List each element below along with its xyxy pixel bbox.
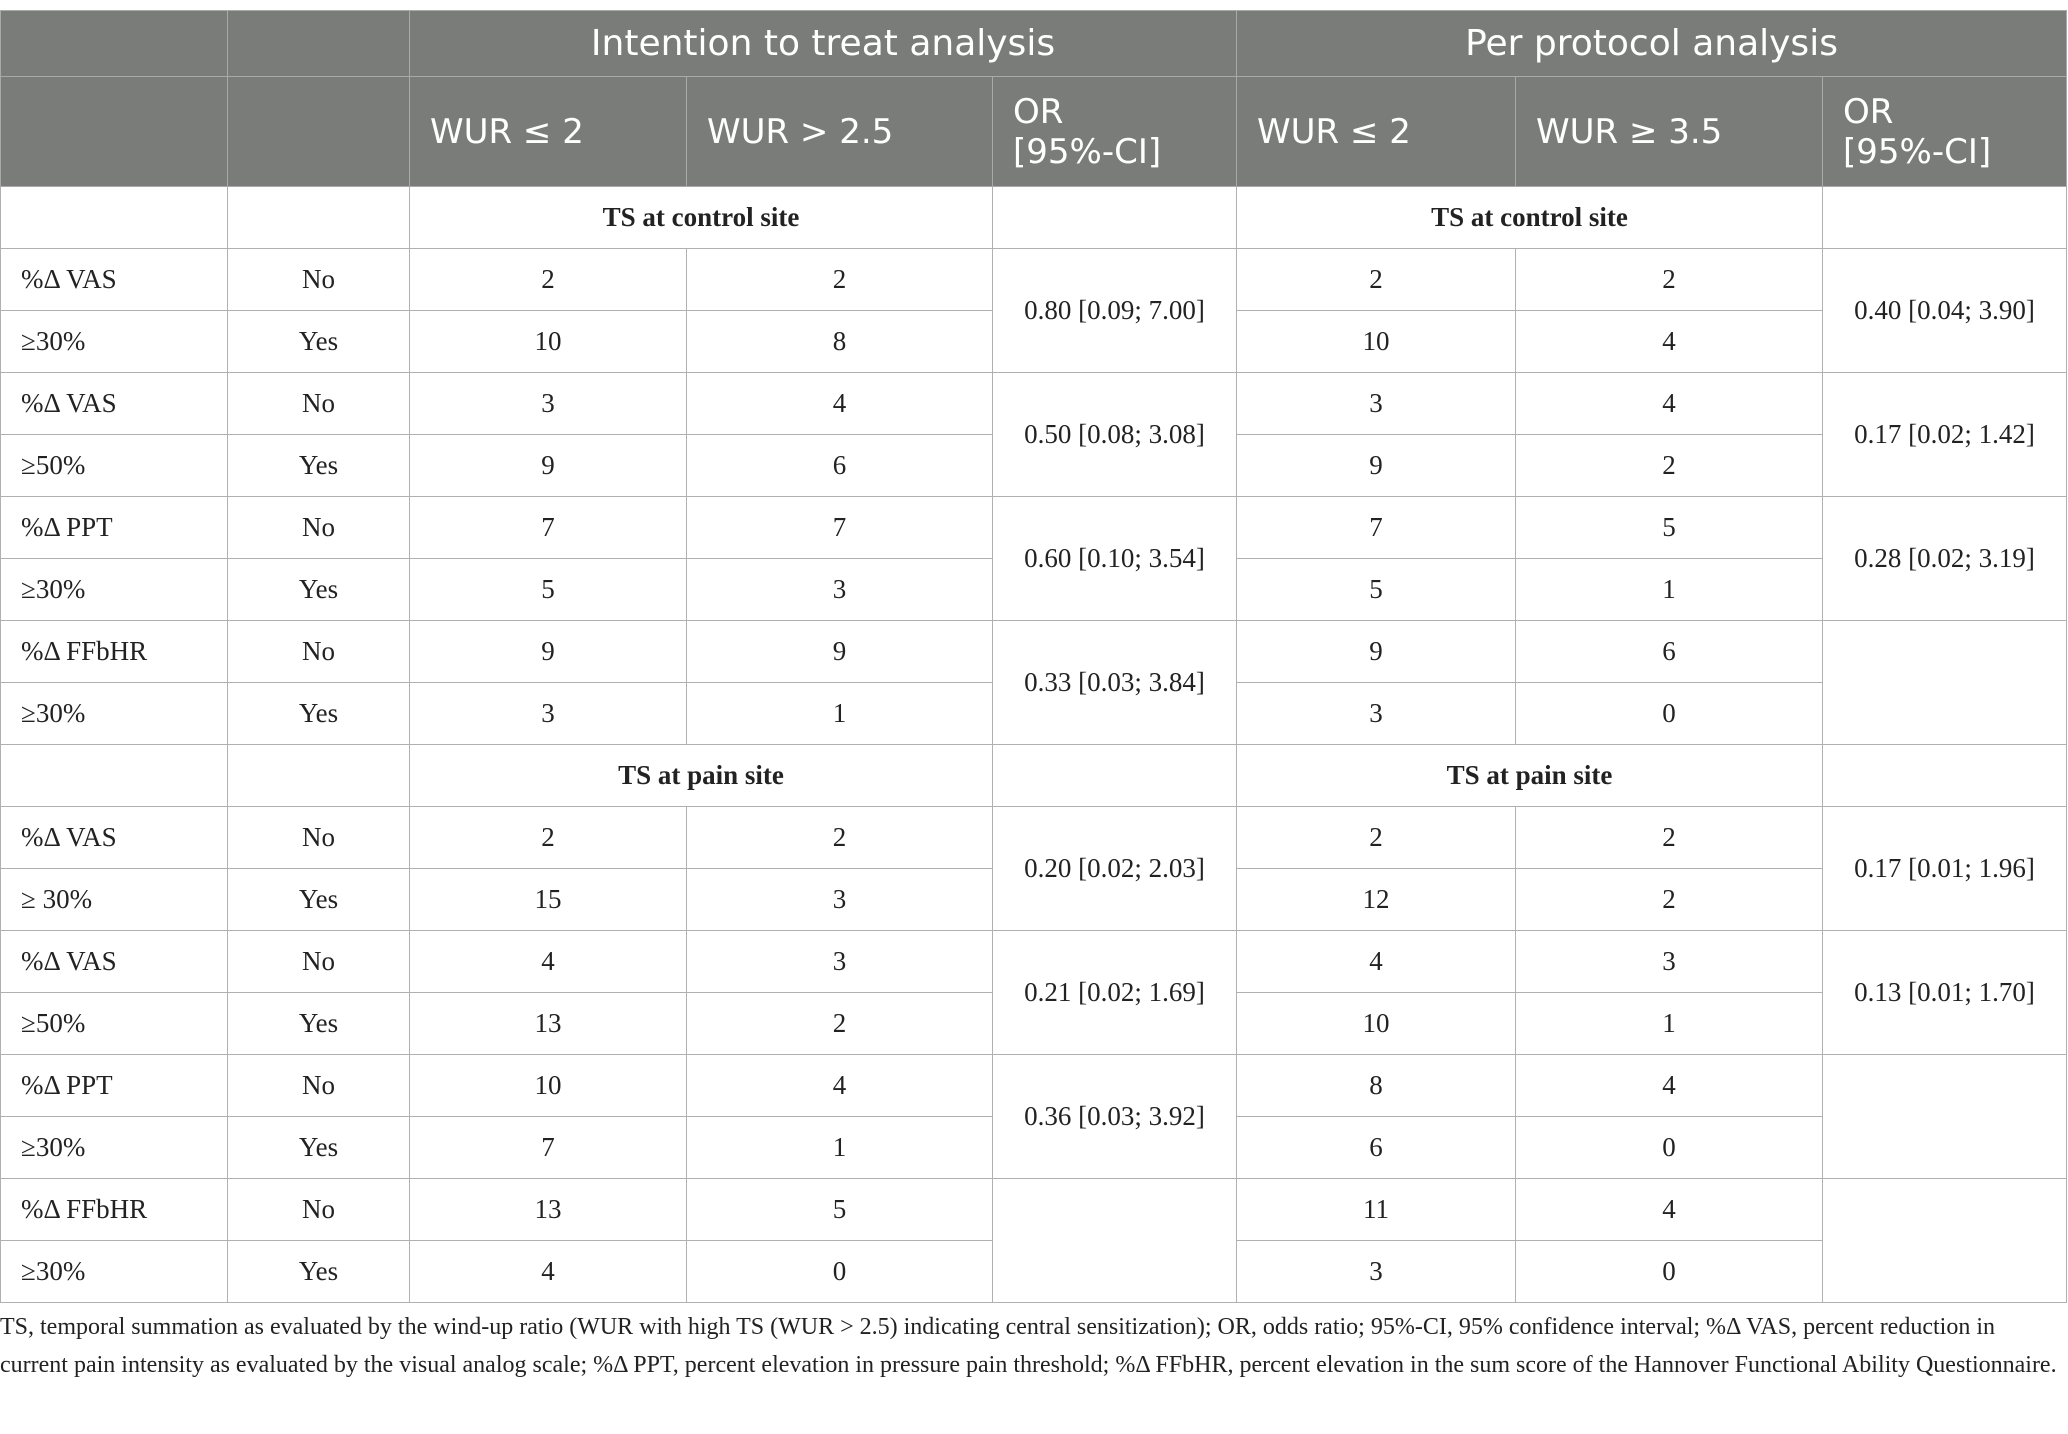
subheader-blank-2 (228, 77, 410, 187)
pp-odds-ratio (1823, 1179, 2067, 1303)
pp-wur-low-count: 5 (1237, 559, 1516, 621)
itt-odds-ratio: 0.21 [0.02; 1.69] (993, 931, 1237, 1055)
pp-wur-low-count: 10 (1237, 311, 1516, 373)
response-cell: Yes (228, 559, 410, 621)
itt-odds-ratio: 0.20 [0.02; 2.03] (993, 807, 1237, 931)
subheader-pp-or: OR [95%-CI] (1823, 77, 2067, 187)
response-cell: No (228, 373, 410, 435)
itt-wur-high-count: 8 (687, 311, 993, 373)
pp-odds-ratio: 0.17 [0.02; 1.42] (1823, 373, 2067, 497)
measure-cell: ≥30% (1, 1117, 228, 1179)
itt-wur-low-count: 7 (410, 1117, 687, 1179)
itt-wur-high-count: 2 (687, 993, 993, 1055)
table-row (1, 1179, 2067, 1241)
section-label-itt: TS at pain site (410, 745, 993, 807)
itt-wur-high-count: 4 (687, 373, 993, 435)
section-blank-cell (1, 187, 228, 249)
pp-odds-ratio: 0.40 [0.04; 3.90] (1823, 249, 2067, 373)
subheader-blank-1 (1, 77, 228, 187)
measure-cell: %Δ VAS (1, 249, 228, 311)
measure-cell: %Δ VAS (1, 373, 228, 435)
subheader-pp-wur-low: WUR ≤ 2 (1237, 77, 1516, 187)
itt-wur-low-count: 2 (410, 807, 687, 869)
header-blank-1 (1, 11, 228, 77)
measure-cell: ≥30% (1, 683, 228, 745)
section-blank-cell (993, 187, 1237, 249)
itt-odds-ratio: 0.60 [0.10; 3.54] (993, 497, 1237, 621)
pp-wur-low-count: 3 (1237, 1241, 1516, 1303)
subheader-itt-wur-high: WUR > 2.5 (687, 77, 993, 187)
pp-wur-low-count: 2 (1237, 807, 1516, 869)
response-cell: No (228, 1179, 410, 1241)
measure-cell: ≥50% (1, 435, 228, 497)
response-cell: No (228, 807, 410, 869)
itt-wur-high-count: 3 (687, 931, 993, 993)
itt-odds-ratio: 0.36 [0.03; 3.92] (993, 1055, 1237, 1179)
itt-wur-low-count: 9 (410, 621, 687, 683)
pp-wur-low-count: 4 (1237, 931, 1516, 993)
pp-wur-high-count: 2 (1516, 435, 1823, 497)
itt-wur-low-count: 4 (410, 931, 687, 993)
header-itt: Intention to treat analysis (410, 11, 1237, 77)
itt-odds-ratio: 0.33 [0.03; 3.84] (993, 621, 1237, 745)
itt-wur-high-count: 9 (687, 621, 993, 683)
pp-wur-high-count: 0 (1516, 1241, 1823, 1303)
itt-wur-high-count: 2 (687, 249, 993, 311)
itt-wur-high-count: 7 (687, 497, 993, 559)
pp-wur-low-count: 7 (1237, 497, 1516, 559)
itt-wur-low-count: 10 (410, 311, 687, 373)
table-row (1, 931, 2067, 993)
pp-wur-low-count: 10 (1237, 993, 1516, 1055)
itt-wur-high-count: 3 (687, 869, 993, 931)
itt-wur-high-count: 0 (687, 1241, 993, 1303)
itt-odds-ratio: 0.80 [0.09; 7.00] (993, 249, 1237, 373)
table-body (1, 187, 2067, 1303)
itt-wur-low-count: 13 (410, 1179, 687, 1241)
measure-cell: %Δ FFbHR (1, 621, 228, 683)
itt-wur-low-count: 7 (410, 497, 687, 559)
response-cell: Yes (228, 311, 410, 373)
pp-wur-low-count: 8 (1237, 1055, 1516, 1117)
itt-wur-high-count: 5 (687, 1179, 993, 1241)
pp-wur-high-count: 0 (1516, 1117, 1823, 1179)
pp-wur-high-count: 2 (1516, 869, 1823, 931)
pp-wur-high-count: 6 (1516, 621, 1823, 683)
pp-odds-ratio: 0.17 [0.01; 1.96] (1823, 807, 2067, 931)
table-row (1, 621, 2067, 683)
itt-odds-ratio: 0.50 [0.08; 3.08] (993, 373, 1237, 497)
itt-wur-low-count: 13 (410, 993, 687, 1055)
section-blank-cell (1823, 187, 2067, 249)
section-blank-cell (228, 745, 410, 807)
response-cell: No (228, 931, 410, 993)
pp-wur-low-count: 3 (1237, 683, 1516, 745)
itt-wur-high-count: 1 (687, 1117, 993, 1179)
itt-wur-high-count: 4 (687, 1055, 993, 1117)
pp-wur-low-count: 6 (1237, 1117, 1516, 1179)
section-header-row (1, 745, 2067, 807)
measure-cell: ≥30% (1, 1241, 228, 1303)
itt-wur-low-count: 2 (410, 249, 687, 311)
itt-wur-high-count: 3 (687, 559, 993, 621)
measure-cell: %Δ PPT (1, 1055, 228, 1117)
pp-wur-high-count: 3 (1516, 931, 1823, 993)
itt-wur-high-count: 6 (687, 435, 993, 497)
table-row (1, 497, 2067, 559)
measure-cell: %Δ PPT (1, 497, 228, 559)
subheader-itt-or: OR [95%-CI] (993, 77, 1237, 187)
response-cell: Yes (228, 993, 410, 1055)
pp-odds-ratio: 0.13 [0.01; 1.70] (1823, 931, 2067, 1055)
itt-wur-low-count: 3 (410, 373, 687, 435)
pp-odds-ratio (1823, 1055, 2067, 1179)
pp-wur-high-count: 5 (1516, 497, 1823, 559)
header-pp: Per protocol analysis (1237, 11, 2067, 77)
response-cell: Yes (228, 1241, 410, 1303)
table-row (1, 807, 2067, 869)
response-cell: Yes (228, 683, 410, 745)
pp-wur-high-count: 4 (1516, 1055, 1823, 1117)
measure-cell: %Δ FFbHR (1, 1179, 228, 1241)
section-label-pp: TS at pain site (1237, 745, 1823, 807)
itt-wur-low-count: 3 (410, 683, 687, 745)
pp-wur-low-count: 11 (1237, 1179, 1516, 1241)
pp-wur-low-count: 2 (1237, 249, 1516, 311)
table-container (0, 10, 2068, 1303)
pp-wur-low-count: 3 (1237, 373, 1516, 435)
itt-wur-low-count: 5 (410, 559, 687, 621)
section-header-row (1, 187, 2067, 249)
itt-odds-ratio (993, 1179, 1237, 1303)
section-blank-cell (1, 745, 228, 807)
table-row (1, 249, 2067, 311)
measure-cell: %Δ VAS (1, 807, 228, 869)
pp-wur-low-count: 9 (1237, 435, 1516, 497)
response-cell: Yes (228, 1117, 410, 1179)
pp-wur-low-count: 9 (1237, 621, 1516, 683)
pp-wur-high-count: 4 (1516, 1179, 1823, 1241)
header-blank-2 (228, 11, 410, 77)
measure-cell: %Δ VAS (1, 931, 228, 993)
section-label-pp: TS at control site (1237, 187, 1823, 249)
measure-cell: ≥50% (1, 993, 228, 1055)
itt-wur-low-count: 10 (410, 1055, 687, 1117)
subheader-pp-wur-high: WUR ≥ 3.5 (1516, 77, 1823, 187)
pp-wur-high-count: 4 (1516, 311, 1823, 373)
pp-wur-high-count: 2 (1516, 807, 1823, 869)
measure-cell: ≥ 30% (1, 869, 228, 931)
section-blank-cell (1823, 745, 2067, 807)
pp-odds-ratio (1823, 621, 2067, 745)
pp-wur-high-count: 1 (1516, 559, 1823, 621)
table-row (1, 373, 2067, 435)
pp-wur-high-count: 0 (1516, 683, 1823, 745)
section-blank-cell (228, 187, 410, 249)
itt-wur-low-count: 15 (410, 869, 687, 931)
itt-wur-low-count: 9 (410, 435, 687, 497)
section-label-itt: TS at control site (410, 187, 993, 249)
itt-wur-high-count: 1 (687, 683, 993, 745)
table-footnote: TS, temporal summation as evaluated by the wind-up ratio (WUR with high TS (WUR > 2.5) indicating central sensitization); OR, odds ratio; 95%-CI, 95% confidence interval; %Δ VAS, percent reduction in current pain intensity as evaluated by the visual analog scale; %Δ PPT, percent elevation in pressure pain threshold; %Δ FFbHR, percent elevation in the sum score of the Hannover Functional Ability Questionnaire. (0, 1314, 2057, 1378)
subheader-itt-wur-low: WUR ≤ 2 (410, 77, 687, 187)
pp-wur-high-count: 2 (1516, 249, 1823, 311)
pp-wur-high-count: 4 (1516, 373, 1823, 435)
table-row (1, 1055, 2067, 1117)
pp-wur-low-count: 12 (1237, 869, 1516, 931)
measure-cell: ≥30% (1, 559, 228, 621)
section-blank-cell (993, 745, 1237, 807)
response-cell: Yes (228, 435, 410, 497)
itt-wur-high-count: 2 (687, 807, 993, 869)
response-cell: No (228, 1055, 410, 1117)
response-cell: No (228, 497, 410, 559)
response-cell: Yes (228, 869, 410, 931)
itt-wur-low-count: 4 (410, 1241, 687, 1303)
pp-wur-high-count: 1 (1516, 993, 1823, 1055)
pp-odds-ratio: 0.28 [0.02; 3.19] (1823, 497, 2067, 621)
response-cell: No (228, 249, 410, 311)
results-table (0, 10, 2067, 1303)
response-cell: No (228, 621, 410, 683)
measure-cell: ≥30% (1, 311, 228, 373)
